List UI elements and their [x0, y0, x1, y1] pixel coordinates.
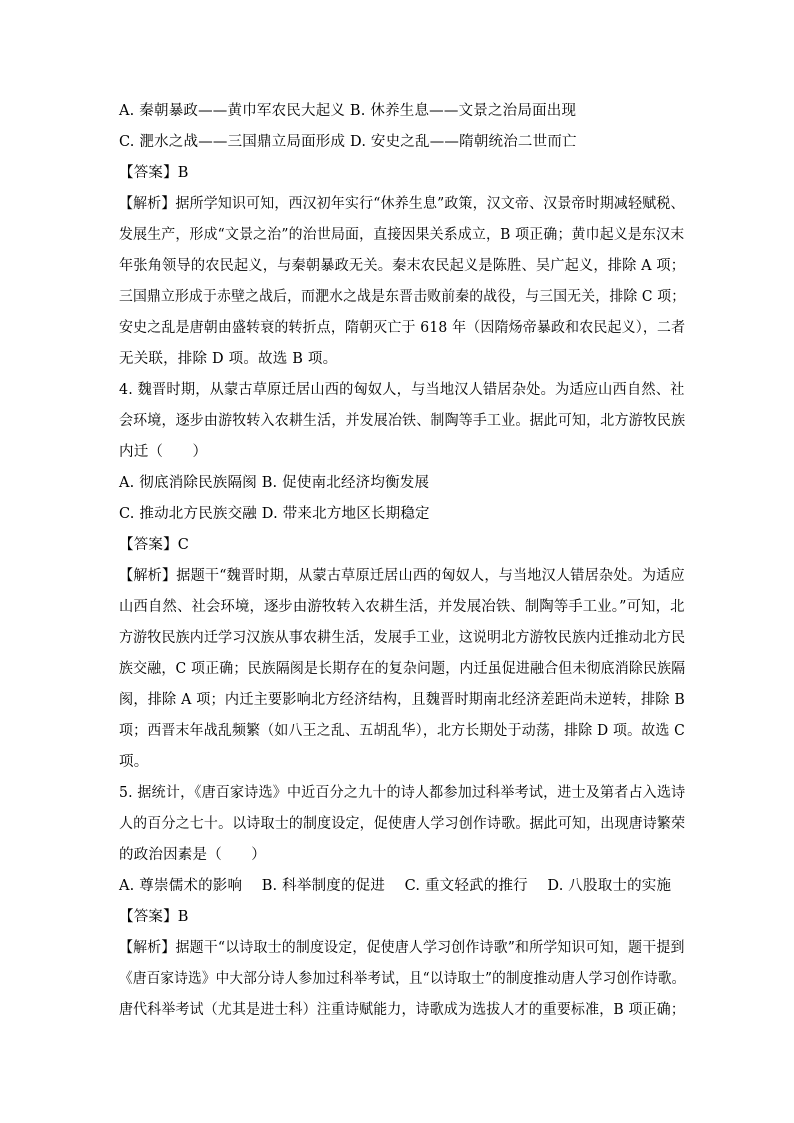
question-5-line-1: 5. 据统计，《唐百家诗选》中近百分之九十的诗人都参加过科举考试，进士及第者占入选诗: [119, 785, 686, 801]
option-line-cd-q3: C. 淝水之战——三国鼎立局面形成 D. 安史之乱——隋朝统治二世而亡: [119, 134, 577, 150]
analysis-q3-line-6: 无关联，排除 D 项。故选 B 项。: [119, 351, 338, 367]
analysis-q4-line-6: 项；西晋末年战乱频繁（如八王之乱、五胡乱华），北方长期处于动荡，排除 D 项。故选 C: [119, 723, 685, 739]
answer-q5: 【答案】B: [119, 909, 189, 925]
analysis-q3-line-3: 年张角领导的农民起义，与秦朝暴政无关。秦末农民起义是陈胜、吴广起义，排除 A 项；: [119, 258, 686, 274]
analysis-q4-line-3: 方游牧民族内迁学习汉族从事农耕生活，发展手工业，这说明北方游牧民族内迁推动北方民: [119, 630, 686, 646]
analysis-q4-line-1: 【解析】据题干“魏晋时期，从蒙古草原迁居山西的匈奴人，与当地汉人错居杂处。为适应: [119, 568, 685, 584]
answer-q4: 【答案】C: [119, 537, 190, 553]
analysis-q3-line-5: 安史之乱是唐朝由盛转衰的转折点，隋朝灭亡于 618 年（因隋炀帝暴政和农民起义），二者: [119, 320, 686, 336]
analysis-q3-line-1: 【解析】据所学知识可知，西汉初年实行“休养生息”政策，汉文帝、汉景帝时期减轻赋税、: [119, 196, 685, 212]
analysis-q4-line-2: 山西自然、社会环境，逐步由游牧转入农耕生活，并发展冶铁、制陶等手工业。”可知，北: [119, 599, 685, 615]
analysis-q4-line-7: 项。: [119, 754, 149, 770]
question-5-line-2: 人的百分之七十。以诗取士的制度设定，促使唐人学习创作诗歌。据此可知，出现唐诗繁荣: [119, 816, 686, 832]
question-4-line-3: 内迁（ ）: [119, 444, 208, 460]
analysis-q5-line-2: 《唐百家诗选》中大部分诗人参加过科举考试，且“以诗取士”的制度推动唐人学习创作诗歌。: [119, 971, 686, 987]
question-4-line-2: 会环境，逐步由游牧转入农耕生活，并发展冶铁、制陶等手工业。据此可知，北方游牧民族: [119, 413, 686, 429]
analysis-q4-line-5: 阂，排除 A 项；内迁主要影响北方经济结构，且魏晋时期南北经济差距尚未逆转，排除 B: [119, 692, 685, 708]
question-5-line-3: 的政治因素是（ ）: [119, 847, 266, 863]
answer-q3: 【答案】B: [119, 165, 189, 181]
analysis-q5-line-1: 【解析】据题干“以诗取士的制度设定，促使唐人学习创作诗歌”和所学知识可知，题干提到: [119, 940, 685, 956]
analysis-q4-line-4: 族交融，C 项正确；民族隔阂是长期存在的复杂问题，内迁虽促进融合但未彻底消除民族隔: [119, 661, 686, 677]
analysis-q5-line-3: 唐代科举考试（尤其是进士科）注重诗赋能力，诗歌成为选拔人才的重要标准，B 项正确；: [119, 1002, 685, 1018]
analysis-q3-line-2: 发展生产，形成“文景之治”的治世局面，直接因果关系成立，B 项正确；黄巾起义是东汉末: [119, 227, 685, 243]
option-line-ab-q4: A. 彻底消除民族隔阂 B. 促使南北经济均衡发展: [119, 475, 430, 491]
options-q5: A. 尊崇儒术的影响 B. 科举制度的促进 C. 重文轻武的推行 D. 八股取士的实施: [119, 878, 672, 894]
analysis-q3-line-4: 三国鼎立形成于赤壁之战后，而淝水之战是东晋击败前秦的战役，与三国无关，排除 C 项；: [119, 289, 686, 305]
document-page: [119, 96, 685, 1026]
option-line-cd-q4: C. 推动北方民族交融 D. 带来北方地区长期稳定: [119, 506, 430, 522]
option-line-ab-q3: A. 秦朝暴政——黄巾军农民大起义 B. 休养生息——文景之治局面出现: [119, 103, 577, 119]
question-4-line-1: 4. 魏晋时期，从蒙古草原迁居山西的匈奴人，与当地汉人错居杂处。为适应山西自然、社: [119, 382, 685, 398]
